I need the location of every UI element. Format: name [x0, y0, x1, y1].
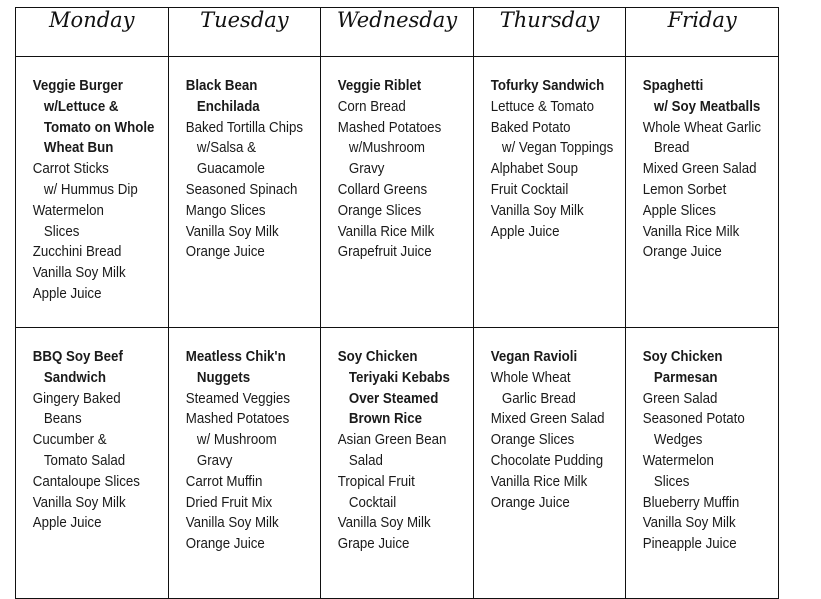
menu-item: Asian Green Bean [337, 432, 447, 449]
menu-item-continuation: Gravy [349, 161, 385, 178]
menu-cell-week2-wednesday [321, 328, 474, 599]
menu-item: Vanilla Soy Milk [643, 515, 736, 532]
day-header-thursday: Thursday [473, 8, 626, 57]
menu-item-continuation: Slices [654, 473, 690, 490]
menu-item-main: Black Bean [185, 78, 258, 94]
menu-item: Whole Wheat [490, 369, 571, 386]
menu-item-main: Soy Chicken [337, 349, 418, 365]
menu-item: Watermelon [32, 202, 104, 219]
menu-cell-week1-tuesday [168, 57, 321, 328]
menu-item-continuation: Garlic Bread [501, 390, 576, 407]
menu-item-main: Meatless Chik'n [185, 349, 286, 365]
menu-cell-week1-monday [16, 57, 169, 328]
menu-item-continuation: Gravy [196, 452, 232, 469]
menu-item-main: Tofurky Sandwich [490, 78, 605, 94]
menu-item: Mashed Potatoes [185, 411, 289, 428]
menu-item: Alphabet Soup [490, 161, 578, 178]
menu-item: Corn Bread [337, 98, 406, 115]
menu-item-main: BBQ Soy Beef [32, 349, 123, 365]
menu-item: Mixed Green Salad [490, 411, 605, 428]
menu-cell-week2-friday [626, 328, 779, 599]
menu-item: Lettuce & Tomato [490, 98, 594, 115]
menu-item: Orange Juice [185, 536, 265, 553]
menu-item-main: Over Steamed [349, 390, 439, 407]
menu-item-continuation: Slices [43, 223, 80, 240]
menu-item-main: w/ Soy Meatballs [654, 98, 761, 115]
menu-item: Vanilla Soy Milk [490, 202, 584, 219]
menu-item: Cantaloupe Slices [32, 473, 140, 490]
menu-item: Apple Juice [32, 515, 102, 532]
menu-item: Grapefruit Juice [337, 244, 432, 261]
menu-item: Gingery Baked [32, 390, 121, 407]
menu-item-main: Nuggets [196, 369, 250, 386]
menu-item-main: w/Lettuce & [43, 98, 119, 115]
menu-item: Watermelon [643, 452, 715, 469]
menu-item: Collard Greens [337, 181, 428, 198]
menu-item-continuation: Wedges [654, 432, 703, 449]
day-header-monday: Monday [16, 8, 169, 57]
menu-cell-week2-tuesday [168, 328, 321, 599]
menu-item: Vanilla Soy Milk [185, 515, 279, 532]
menu-item: Pineapple Juice [643, 536, 738, 553]
menu-cell-week1-friday [626, 57, 779, 328]
menu-item: Apple Slices [643, 202, 717, 219]
menu-item-continuation: Beans [43, 411, 82, 428]
menu-item-continuation: Salad [349, 452, 384, 469]
menu-item-continuation: Cocktail [349, 494, 397, 511]
menu-item: Lemon Sorbet [643, 181, 727, 198]
menu-cell-week1-wednesday [321, 57, 474, 328]
week-row-2 [16, 328, 779, 599]
menu-item: Vanilla Soy Milk [185, 223, 279, 240]
menu-item-main: Wheat Bun [43, 140, 114, 157]
menu-item: Mango Slices [185, 202, 266, 219]
menu-item-main: Spaghetti [643, 78, 704, 94]
menu-item: Vanilla Soy Milk [337, 515, 431, 532]
menu-item-continuation: Bread [654, 140, 690, 157]
menu-item-main: Enchilada [196, 98, 260, 115]
menu-item: Blueberry Muffin [643, 494, 740, 511]
menu-item: Vanilla Soy Milk [32, 494, 126, 511]
menu-item: Vanilla Rice Milk [490, 473, 588, 490]
menu-item: Orange Slices [337, 202, 422, 219]
menu-item: Vanilla Soy Milk [32, 265, 126, 282]
menu-item-main: Veggie Riblet [337, 78, 422, 94]
menu-item-continuation: Guacamole [196, 161, 265, 178]
week-row-1 [16, 57, 779, 328]
menu-item-main: Vegan Ravioli [490, 349, 577, 365]
menu-item: Baked Tortilla Chips [185, 119, 303, 136]
menu-item: Dried Fruit Mix [185, 494, 272, 511]
menu-cell-week2-monday [16, 328, 169, 599]
menu-item: Seasoned Spinach [185, 181, 297, 198]
menu-item-main: Brown Rice [349, 411, 423, 428]
menu-item: Baked Potato [490, 119, 571, 136]
menu-item: Carrot Muffin [185, 473, 262, 490]
menu-item-continuation: w/Mushroom [349, 140, 426, 157]
day-header-friday: Friday [626, 8, 779, 57]
day-header-row [16, 8, 779, 57]
menu-item: Seasoned Potato [643, 411, 746, 428]
menu-item: Tropical Fruit [337, 473, 416, 490]
menu-item: Cucumber & [32, 432, 107, 449]
menu-item: Grape Juice [337, 536, 410, 553]
menu-item: Green Salad [643, 390, 718, 407]
menu-item: Orange Juice [643, 244, 723, 261]
menu-item: Whole Wheat Garlic [643, 119, 762, 136]
weekly-menu-table [15, 7, 779, 599]
menu-item: Vanilla Rice Milk [643, 223, 740, 240]
menu-item-main: Veggie Burger [32, 78, 123, 94]
menu-item: Chocolate Pudding [490, 452, 603, 469]
menu-item: Zucchini Bread [32, 244, 122, 261]
menu-item-continuation: w/ Hummus Dip [43, 181, 138, 198]
day-header-tuesday: Tuesday [168, 8, 321, 57]
menu-item: Vanilla Rice Milk [337, 223, 435, 240]
menu-item: Apple Juice [32, 285, 102, 302]
menu-item-main: Teriyaki Kebabs [349, 369, 451, 386]
menu-item-continuation: Tomato Salad [43, 452, 126, 469]
menu-item-main: Soy Chicken [643, 349, 723, 365]
menu-item: Apple Juice [490, 223, 560, 240]
menu-item-continuation: w/ Vegan Toppings [501, 140, 614, 157]
menu-item-main: Tomato on Whole [43, 119, 155, 136]
menu-item: Mashed Potatoes [337, 119, 442, 136]
menu-cell-week1-thursday [473, 57, 626, 328]
menu-item-main: Sandwich [43, 369, 106, 386]
menu-item: Orange Juice [490, 494, 570, 511]
menu-item: Mixed Green Salad [643, 161, 757, 178]
menu-item: Fruit Cocktail [490, 181, 569, 198]
menu-item: Orange Slices [490, 432, 575, 449]
menu-item: Orange Juice [185, 244, 265, 261]
menu-item-continuation: w/Salsa & [196, 140, 256, 157]
menu-item-main: Parmesan [654, 369, 718, 386]
day-header-wednesday: Wednesday [321, 8, 474, 57]
menu-item-continuation: w/ Mushroom [196, 432, 277, 449]
menu-item: Carrot Sticks [32, 161, 109, 178]
menu-item: Steamed Veggies [185, 390, 290, 407]
menu-cell-week2-thursday [473, 328, 626, 599]
